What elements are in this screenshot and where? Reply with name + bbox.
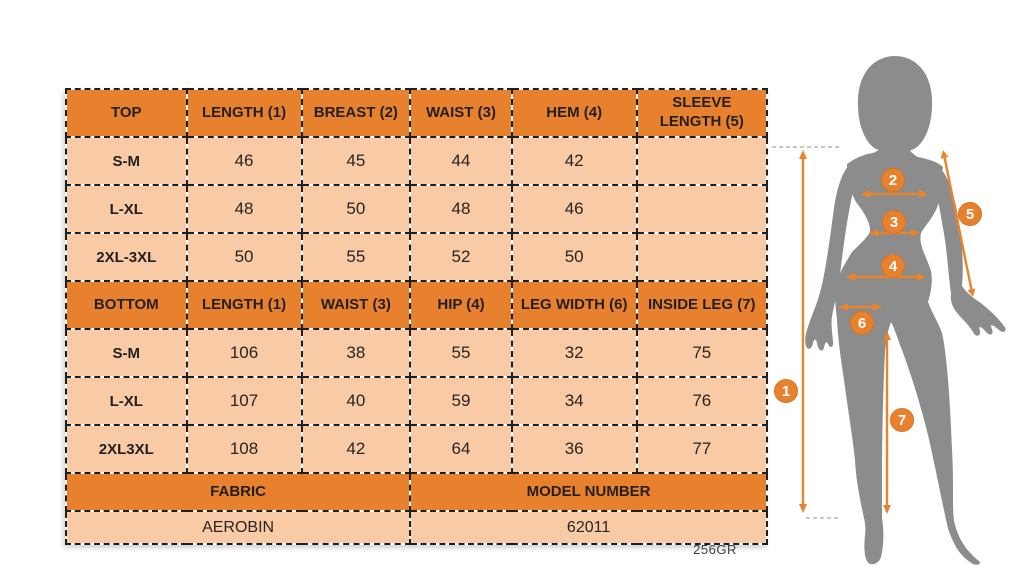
value-cell: 55 bbox=[410, 329, 512, 377]
value-cell: 75 bbox=[637, 329, 767, 377]
value-cell: 45 bbox=[302, 137, 411, 185]
footer-header-row bbox=[66, 473, 767, 511]
marker-4 bbox=[882, 255, 905, 278]
size-label: 2XL-3XL bbox=[66, 233, 187, 281]
size-label: L-XL bbox=[66, 185, 187, 233]
size-label: S-M bbox=[66, 137, 187, 185]
value-cell: 46 bbox=[512, 185, 637, 233]
value-cell-empty bbox=[637, 233, 767, 281]
value-cell: 44 bbox=[410, 137, 512, 185]
value-cell: 107 bbox=[187, 377, 302, 425]
value-cell-empty bbox=[637, 137, 767, 185]
marker-number: 3 bbox=[889, 214, 899, 231]
table-row bbox=[66, 233, 767, 281]
value-cell: 48 bbox=[410, 185, 512, 233]
marker-2 bbox=[882, 169, 905, 192]
top-header-length: LENGTH (1) bbox=[187, 89, 302, 137]
measurement-figure bbox=[770, 40, 1024, 585]
size-chart-table bbox=[65, 88, 768, 545]
female-figure-silhouette bbox=[858, 56, 932, 151]
value-cell-empty bbox=[637, 185, 767, 233]
value-cell: 50 bbox=[302, 185, 411, 233]
top-header-hem: HEM (4) bbox=[512, 89, 637, 137]
value-cell: 34 bbox=[512, 377, 637, 425]
value-cell: 48 bbox=[187, 185, 302, 233]
table-row bbox=[66, 425, 767, 473]
value-cell: 76 bbox=[637, 377, 767, 425]
arrowhead bbox=[883, 505, 891, 514]
marker-3 bbox=[883, 211, 906, 234]
top-section-title: TOP bbox=[66, 89, 187, 137]
value-cell: 32 bbox=[512, 329, 637, 377]
value-cell: 42 bbox=[302, 425, 411, 473]
size-label: S-M bbox=[66, 329, 187, 377]
marker-number: 7 bbox=[897, 412, 907, 429]
marker-number: 1 bbox=[781, 383, 791, 400]
arrowhead bbox=[799, 150, 807, 159]
bottom-header-waist: WAIST (3) bbox=[302, 281, 411, 329]
value-cell: 40 bbox=[302, 377, 411, 425]
fabric-value: AEROBIN bbox=[66, 511, 410, 544]
fabric-header: FABRIC bbox=[66, 473, 410, 511]
female-figure-body bbox=[835, 144, 980, 565]
value-cell: 42 bbox=[512, 137, 637, 185]
top-header-breast: BREAST (2) bbox=[302, 89, 411, 137]
value-cell: 50 bbox=[187, 233, 302, 281]
model-number-value: 62011 bbox=[410, 511, 767, 544]
weight-note: 256GR bbox=[693, 542, 737, 557]
marker-1 bbox=[775, 380, 798, 403]
value-cell: 108 bbox=[187, 425, 302, 473]
bottom-section-title: BOTTOM bbox=[66, 281, 187, 329]
marker-number: 4 bbox=[888, 258, 898, 275]
top-header-waist: WAIST (3) bbox=[410, 89, 512, 137]
value-cell: 36 bbox=[512, 425, 637, 473]
bottom-header-row bbox=[66, 281, 767, 329]
marker-6 bbox=[851, 312, 874, 335]
value-cell: 52 bbox=[410, 233, 512, 281]
bottom-header-leg-width: LEG WIDTH (6) bbox=[512, 281, 637, 329]
top-header-sleeve-length: SLEEVE LENGTH (5) bbox=[637, 89, 767, 137]
bottom-header-hip: HIP (4) bbox=[410, 281, 512, 329]
value-cell: 59 bbox=[410, 377, 512, 425]
table-row bbox=[66, 329, 767, 377]
table-row bbox=[66, 137, 767, 185]
value-cell: 50 bbox=[512, 233, 637, 281]
marker-number: 5 bbox=[965, 206, 975, 223]
arrowhead bbox=[799, 504, 807, 513]
arrowhead bbox=[941, 150, 949, 159]
value-cell: 77 bbox=[637, 425, 767, 473]
value-cell: 46 bbox=[187, 137, 302, 185]
bottom-header-length: LENGTH (1) bbox=[187, 281, 302, 329]
marker-number: 6 bbox=[857, 315, 867, 332]
model-number-header: MODEL NUMBER bbox=[410, 473, 767, 511]
female-figure-right-arm bbox=[931, 166, 1006, 335]
value-cell: 64 bbox=[410, 425, 512, 473]
bottom-header-inside-leg: INSIDE LEG (7) bbox=[637, 281, 767, 329]
table-row bbox=[66, 377, 767, 425]
table-row bbox=[66, 185, 767, 233]
value-cell: 106 bbox=[187, 329, 302, 377]
size-label: 2XL3XL bbox=[66, 425, 187, 473]
marker-7 bbox=[891, 409, 914, 432]
footer-value-row bbox=[66, 511, 767, 544]
marker-5 bbox=[959, 203, 982, 226]
marker-number: 2 bbox=[888, 172, 898, 189]
top-header-row bbox=[66, 89, 767, 137]
value-cell: 38 bbox=[302, 329, 411, 377]
size-label: L-XL bbox=[66, 377, 187, 425]
value-cell: 55 bbox=[302, 233, 411, 281]
